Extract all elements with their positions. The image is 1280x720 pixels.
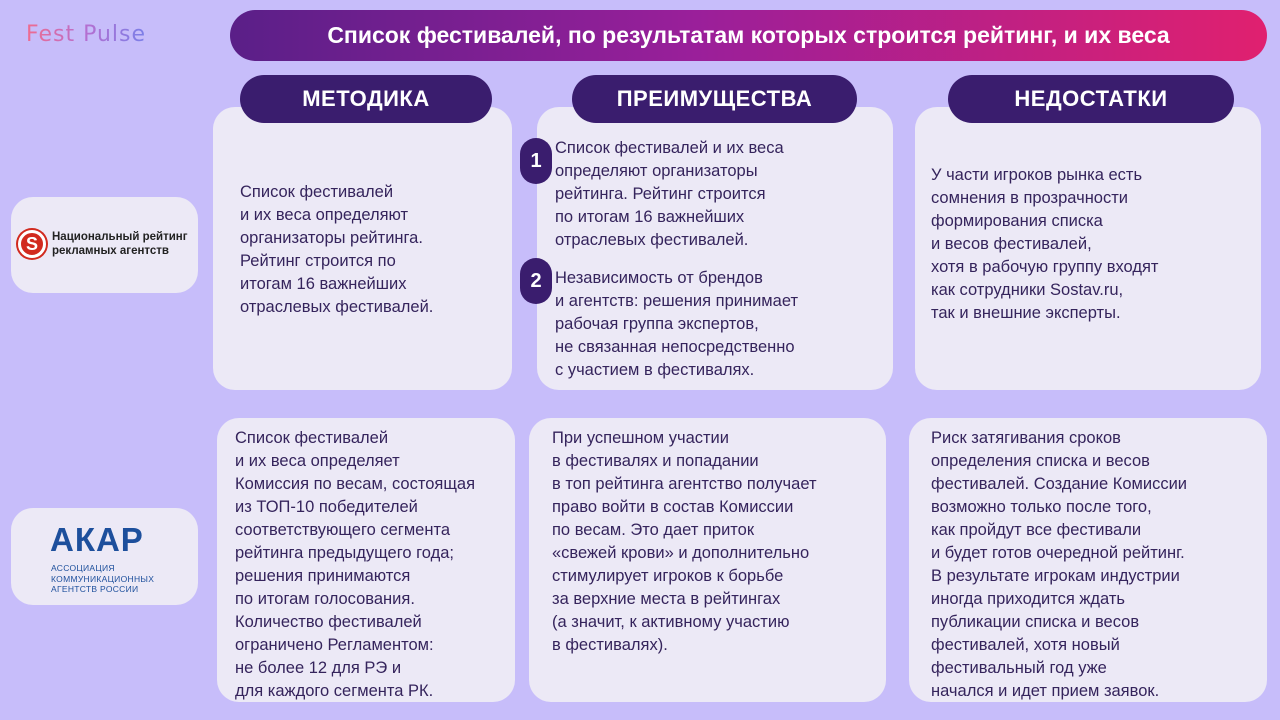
column-header-methodology: МЕТОДИКА bbox=[240, 75, 492, 123]
akar-disadvantages-text: Риск затягивания сроков определения списка и весов фестивалей. Создание Комиссии возможно только после того, как пройдут все фестивали и будет готов очередной рейтинг. В результате игрокам индустрии иногда приходится ждать публикации списка и весов фестивалей, хотя новый фестивальный год уже начался и идет прием заявок. bbox=[931, 429, 1188, 700]
nra-methodology-text: Список фестивалей и их веса определяют организаторы рейтинга. Рейтинг строится по итогам 16 важнейших отраслевых фестивалей. bbox=[240, 183, 434, 316]
nra-logo-text: Национальный рейтинг рекламных агентств bbox=[52, 231, 188, 257]
advantage-number-2: 2 bbox=[520, 258, 552, 304]
advantage-number-1: 1 bbox=[520, 138, 552, 184]
nra-advantage-2-text: Независимость от брендов и агентств: решения принимает рабочая группа экспертов, не связанная непосредственно с участием в фестивалях. bbox=[555, 269, 799, 379]
akar-advantages-text: При успешном участии в фестивалях и попадании в топ рейтинга агентство получает право войти в состав Комиссии по весам. Это дает приток «свежей крови» и дополнительно стимулирует игроков к борьбе за верхние места в рейтингах (а значит, к активному участию в фестивалях). bbox=[552, 429, 817, 654]
column-header-advantages: ПРЕИМУЩЕСТВА bbox=[572, 75, 857, 123]
brand-logo: Fest Pulse bbox=[26, 22, 146, 47]
column-header-disadvantages: НЕДОСТАТКИ bbox=[948, 75, 1234, 123]
akar-logo-text: АССОЦИАЦИЯ КОММУНИКАЦИОННЫХ АГЕНТСТВ РОССИИ bbox=[51, 563, 155, 594]
nra-advantage-1-text: Список фестивалей и их веса определяют организаторы рейтинга. Рейтинг строится по итогам 16 важнейших отраслевых фестивалей. bbox=[555, 139, 784, 249]
akar-logo-word: АКАР bbox=[50, 521, 144, 558]
akar-methodology-text: Список фестивалей и их веса определяет Комиссия по весам, состоящая из ТОП-10 победителей соответствующего сегмента рейтинга предыдущего года; решения принимаются по итогам голосования. Количество фестивалей ограничено Регламентом: не более 12 для РЭ и для каждого сегмента РК. bbox=[235, 429, 476, 700]
nra-logo-icon: S bbox=[18, 230, 46, 258]
nra-logo bbox=[18, 230, 188, 258]
page-title: Список фестивалей, по результатам которых строится рейтинг, и их веса bbox=[230, 10, 1267, 61]
nra-disadvantages-text: У части игроков рынка есть сомнения в прозрачности формирования списка и весов фестивалей, хотя в рабочую группу входят как сотрудники Sostav.ru, так и внешние эксперты. bbox=[931, 166, 1159, 322]
